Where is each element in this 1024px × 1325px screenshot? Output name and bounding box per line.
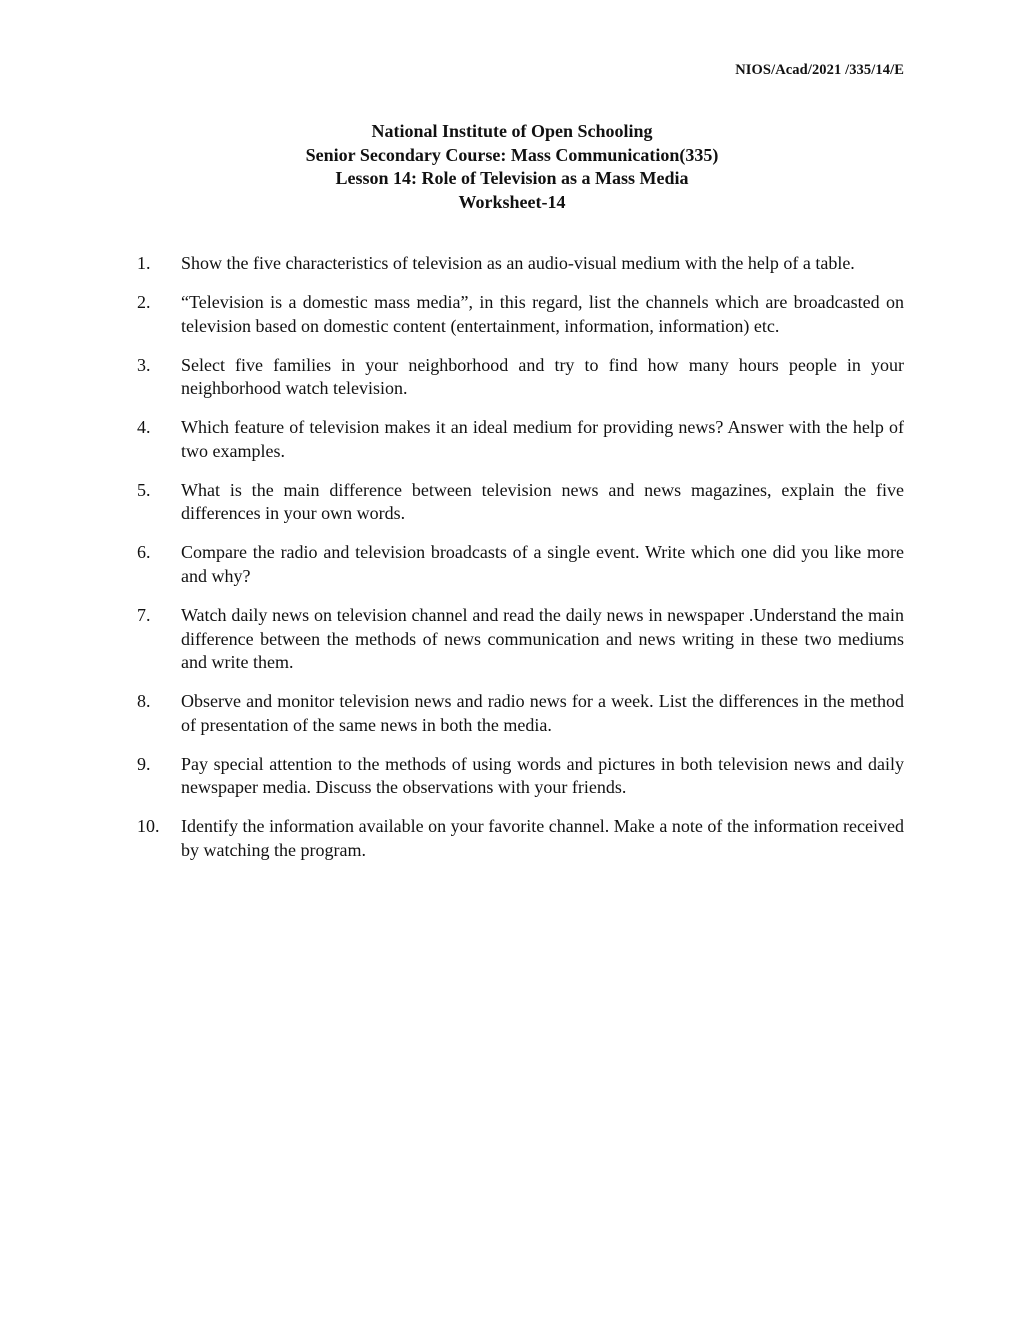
worksheet-title: Worksheet-14	[458, 191, 566, 212]
question-text: Pay special attention to the methods of using words and pictures in both television news and daily newspaper media. Discuss the observations with your friends.	[181, 753, 904, 798]
question-text: Identify the information available on your favorite channel. Make a note of the information received by watching the program.	[181, 816, 904, 860]
question-text: What is the main difference between television news and news magazines, explain the five differences in your own words.	[181, 479, 904, 524]
question-item	[137, 354, 904, 401]
institute-name: National Institute of Open Schooling	[371, 121, 653, 141]
question-text: Show the five characteristics of television as an audio-visual medium with the help of a table.	[181, 253, 855, 273]
question-list	[137, 252, 904, 878]
question-text: Observe and monitor television news and radio news for a week. List the differences in the method of presentation of the same news in both the media.	[181, 691, 904, 735]
document-title-block	[0, 120, 1024, 214]
question-number: 5.	[137, 479, 151, 500]
question-text: Watch daily news on television channel and read the daily news in newspaper .Understand the main difference between the methods of news communication and news writing in these two mediums and write them.	[181, 605, 904, 673]
question-item	[137, 690, 904, 737]
question-number: 2.	[137, 292, 151, 313]
question-item	[137, 604, 904, 675]
lesson-title: Lesson 14: Role of Television as a Mass Media	[335, 168, 689, 188]
question-number: 3.	[137, 354, 151, 375]
question-item	[137, 291, 904, 338]
course-title: Senior Secondary Course: Mass Communication(335)	[305, 144, 719, 165]
question-item	[137, 815, 904, 862]
question-item	[137, 541, 904, 588]
question-text: Which feature of television makes it an ideal medium for providing news? Answer with the help of two examples.	[181, 417, 904, 461]
question-number: 4.	[137, 417, 151, 438]
question-number: 1.	[137, 253, 151, 273]
question-item	[137, 252, 904, 276]
question-text: Compare the radio and television broadcasts of a single event. Write which one did you like more and why?	[181, 542, 904, 586]
question-number: 8.	[137, 691, 151, 712]
question-text: Select five families in your neighborhood and try to find how many hours people in your neighborhood watch television.	[181, 354, 904, 399]
question-text: “Television is a domestic mass media”, in this regard, list the channels which are broadcasted on television based on domestic content (entertainment, information, information) etc.	[181, 292, 904, 336]
question-number: 9.	[137, 753, 151, 774]
question-number: 7.	[137, 605, 151, 626]
question-number: 10.	[137, 816, 160, 837]
document-reference-code: NIOS/Acad/2021 /335/14/E	[735, 62, 904, 78]
question-item	[137, 479, 904, 526]
question-item	[137, 753, 904, 800]
question-number: 6.	[137, 542, 151, 563]
question-item	[137, 416, 904, 463]
